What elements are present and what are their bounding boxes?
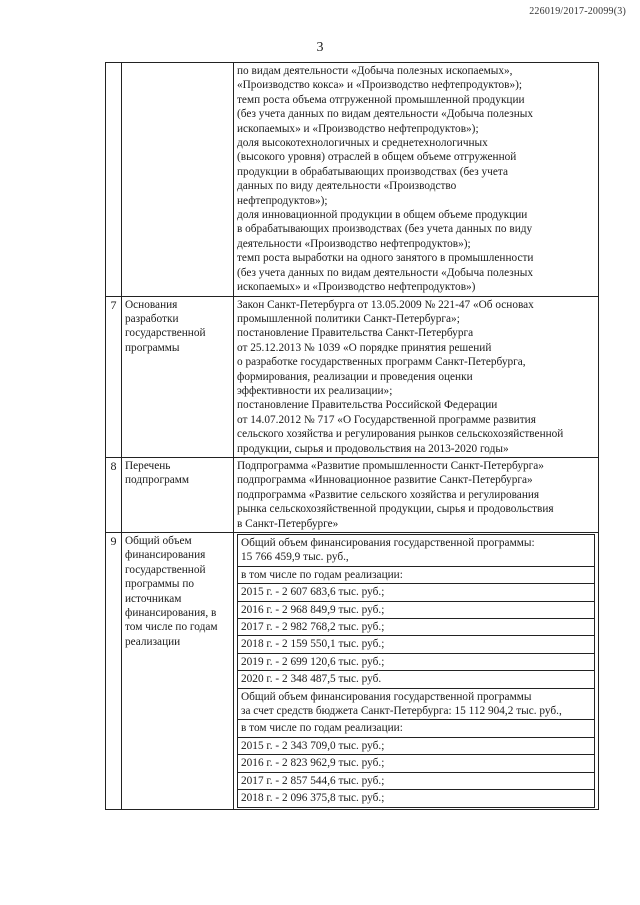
- row-number: [106, 63, 122, 297]
- text-line: о разработке государственных программ Санкт-Петербурга,: [237, 356, 526, 369]
- text-line: от 25.12.2013 № 1039 «О порядке принятия решений: [237, 341, 492, 354]
- text-line: подпрограмма «Развитие сельского хозяйства и регулирования: [237, 488, 540, 501]
- text-line: нефтепродуктов»);: [237, 194, 328, 207]
- text-line: Подпрограмма «Развитие промышленности Санкт-Петербурга»: [237, 459, 544, 472]
- text-line: от 14.07.2012 № 717 «О Государственной программе развития: [237, 413, 536, 426]
- text-line: (высокого уровня) отраслей в общем объеме отгруженной: [237, 151, 517, 164]
- row-content: [234, 63, 599, 297]
- budget-total-value: за счет средств бюджета Санкт-Петербурга: 15 112 904,2 тыс. руб.,: [241, 705, 562, 718]
- text-line: «Производство кокса» и «Производство нефтепродуктов»);: [237, 79, 523, 92]
- program-passport-table: [105, 62, 599, 810]
- year-amount: 2019 г. - 2 699 120,6 тыс. руб.;: [238, 653, 595, 670]
- row-label: Общий объем финансирования государственной программы по источникам финансирования, в том числе по годам реализации: [122, 533, 234, 810]
- financing-cell: [234, 533, 599, 810]
- document-id: 226019/2017-20099(3): [529, 6, 626, 17]
- budget-year-amount: 2016 г. - 2 823 962,9 тыс. руб.;: [238, 755, 595, 772]
- text-line: в обрабатывающих производствах (без учета данных по виду: [237, 223, 533, 236]
- text-line: промышленной политики Санкт-Петербурга»;: [237, 312, 460, 325]
- row-label: [122, 63, 234, 297]
- row-number: 7: [106, 296, 122, 457]
- row-number: 8: [106, 457, 122, 532]
- text-line: ископаемых» и «Производство нефтепродуктов»);: [237, 122, 479, 135]
- text-line: данных по виду деятельности «Производство: [237, 180, 457, 193]
- financing-total-value: 15 766 459,9 тыс. руб.,: [241, 551, 349, 564]
- text-line: деятельности «Производство нефтепродуктов»);: [237, 237, 471, 250]
- text-line: постановление Правительства Санкт-Петербурга: [237, 327, 474, 340]
- text-line: продукции в обрабатывающих производствах (без учета: [237, 165, 508, 178]
- text-line: по видам деятельности «Добыча полезных ископаемых»,: [237, 65, 513, 77]
- row-number: 9: [106, 533, 122, 810]
- row-content: [234, 457, 599, 532]
- year-amount: 2018 г. - 2 159 550,1 тыс. руб.;: [238, 636, 595, 653]
- year-amount: 2015 г. - 2 607 683,6 тыс. руб.;: [238, 584, 595, 601]
- text-line: сельского хозяйства и регулирования рынков сельскохозяйственной: [237, 428, 564, 441]
- text-line: в Санкт-Петербурге»: [237, 517, 339, 530]
- text-line: рынка сельскохозяйственной продукции, сырья и продовольствия: [237, 503, 554, 516]
- year-amount: 2016 г. - 2 968 849,9 тыс. руб.;: [238, 601, 595, 618]
- text-line: продукции, сырья и продовольствия на 2013-2020 годы»: [237, 442, 509, 455]
- table-row-7: [106, 296, 599, 457]
- table-row-8: [106, 457, 599, 532]
- budget-year-amount: 2018 г. - 2 096 375,8 тыс. руб.;: [238, 790, 595, 807]
- text-line: темп роста выработки на одного занятого в промышленности: [237, 252, 534, 265]
- text-line: Закон Санкт-Петербурга от 13.05.2009 № 221-47 «Об основах: [237, 298, 534, 311]
- budget-total-title: Общий объем финансирования государственной программы: [241, 690, 532, 703]
- budget-year-amount: 2015 г. - 2 343 709,0 тыс. руб.;: [238, 737, 595, 754]
- text-line: темп роста объема отгруженной промышленной продукции: [237, 93, 525, 106]
- text-line: формирования, реализации и проведения оценки: [237, 370, 473, 383]
- financing-table: [237, 534, 595, 808]
- row-content: [234, 296, 599, 457]
- budget-total: [238, 688, 595, 720]
- financing-total: [238, 535, 595, 567]
- text-line: эффективности их реализации»;: [237, 384, 393, 397]
- year-amount: 2020 г. - 2 348 487,5 тыс. руб.: [238, 671, 595, 688]
- year-amount: 2017 г. - 2 982 768,2 тыс. руб.;: [238, 619, 595, 636]
- row-label: Основания разработки государственной программы: [122, 296, 234, 457]
- text-line: доля высокотехнологичных и среднетехнологичных: [237, 137, 488, 150]
- text-line: подпрограмма «Инновационное развитие Санкт-Петербурга»: [237, 474, 533, 487]
- budget-year-amount: 2017 г. - 2 857 544,6 тыс. руб.;: [238, 772, 595, 789]
- row-label: Перечень подпрограмм: [122, 457, 234, 532]
- text-line: постановление Правительства Российской Федерации: [237, 399, 498, 412]
- by-year-label: в том числе по годам реализации:: [238, 566, 595, 583]
- text-line: ископаемых» и «Производство нефтепродуктов»): [237, 281, 476, 294]
- budget-by-year-label: в том числе по годам реализации:: [238, 720, 595, 737]
- page-number: 3: [316, 40, 324, 55]
- table-row-continuation: [106, 63, 599, 297]
- financing-total-title: Общий объем финансирования государственной программы:: [241, 537, 535, 549]
- table-row-9: [106, 533, 599, 810]
- text-line: доля инновационной продукции в общем объеме продукции: [237, 209, 528, 222]
- text-line: (без учета данных по видам деятельности «Добыча полезных: [237, 108, 534, 121]
- text-line: (без учета данных по видам деятельности «Добыча полезных: [237, 266, 534, 279]
